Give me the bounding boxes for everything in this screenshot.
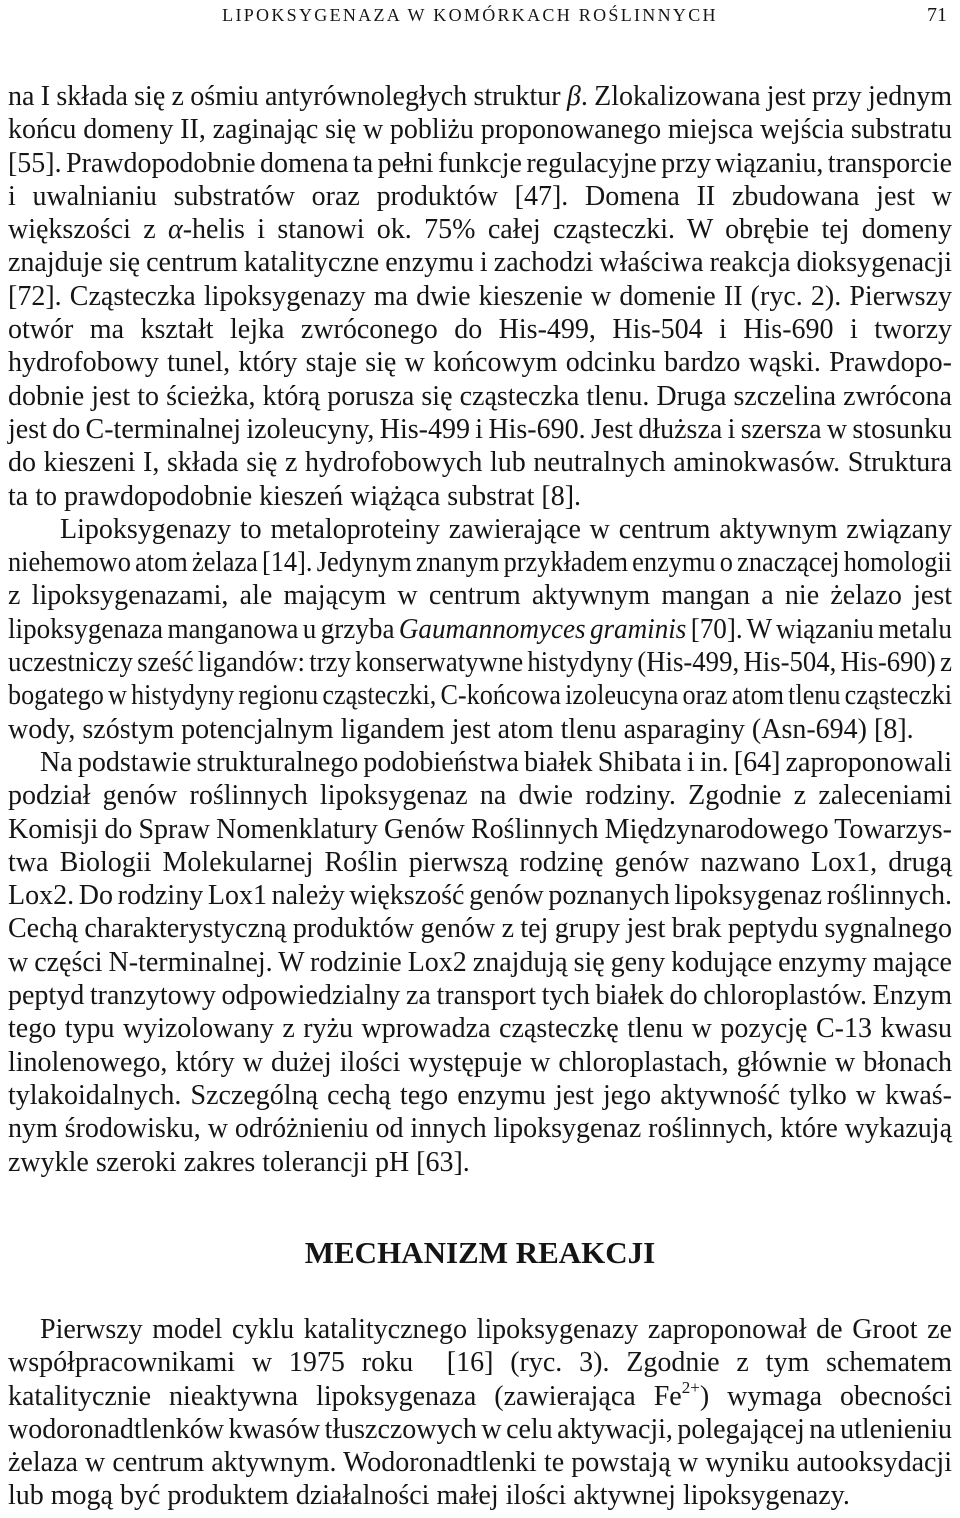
paragraph [8,746,952,1179]
text-line [40,1313,952,1346]
line-text: znajduje się centrum katalityczne enzymu i zachodzi właściwa reakcja dioksygenacji [8,247,952,279]
line-text: do kieszeni I, składa się z hydrofobowych lub neutralnych aminokwasów. Struktura [8,447,952,479]
text-line [8,1046,952,1079]
paragraph [8,80,952,513]
text-line [8,80,952,113]
line-text: nym środowisku, w odróżnieniu od innych lipoksygenaz roślinnych, które wykazują [8,1113,952,1145]
text-line [8,480,952,513]
text-run: ) wymaga obecności [699,1380,952,1412]
text-line [8,879,952,912]
line-text: Komisji do Spraw Nomenklatury Genów Roślinnych Międzynarodowego Towarzys- [8,813,952,845]
text-line [8,679,952,712]
text-line [8,213,952,246]
line-text: końcu domeny II, zaginając się w pobliżu proponowanego miejsca wejścia substratu [8,114,952,146]
line-text: bogatego w histydyny regionu cząsteczki, C-końcowa izoleucyna oraz atom tlenu cząsteczki [8,680,952,712]
text-line [8,1446,952,1479]
line-text: lub mogą być produktem działalności małej ilości aktywnej lipoksygenazy. [8,1480,850,1512]
text-run: . Zlokalizowana jest przy jednym [580,81,952,112]
line-text: twa Biologii Molekularnej Roślin pierwszą rodzinę genów nazwano Lox1, drugą [8,846,952,878]
line-text: tego typu wyizolowany z ryżu wprowadza cząsteczkę tlenu w pozycję C-13 kwasu [8,1013,952,1045]
text-line [8,280,952,313]
text-run: na I składa się z ośmiu antyrównoległych struktur [8,81,567,112]
text-line [8,246,952,279]
text-line [8,113,952,146]
line-text: otwór ma kształt lejka zwróconego do His-499, His-504 i His-690 i tworzy [8,314,952,346]
text-line [8,1377,952,1413]
species-name: Gaumannomyces graminis [398,613,687,645]
line-text: linolenowego, który w dużej ilości występuje w chloroplastach, głównie w błonach [8,1046,952,1078]
text-line [8,946,952,979]
line-text: uczestniczy sześć ligandów: trzy konserwatywne histydyny (His-499, His-504, His-690) z [8,647,952,679]
line-text: Lipoksygenazy to metaloproteiny zawierające w centrum aktywnym związany [60,513,952,545]
paragraph [8,1313,952,1513]
section-heading: MECHANIZM REAKCJI [304,1235,656,1270]
text-run: -helis i stanowi ok. 75% całej cząsteczki. W obrębie tej domeny [182,214,952,246]
text-run: [70]. W wiązaniu metalu [686,613,952,645]
text-line [8,1112,952,1145]
line-text [8,213,952,246]
line-text: ta to prawdopodobnie kieszeń wiążąca substrat [8]. [8,480,582,512]
text-line [8,912,952,945]
line-text: niehemowo atom żelaza [14]. Jedynym znanym przykładem enzymu o znaczącej homologii [8,547,952,579]
text-line [8,646,952,679]
line-text: Pierwszy model cyklu katalitycznego lipoksygenazy zaproponował de Groot ze [40,1314,952,1345]
line-text: współpracownikami w 1975 roku [16] (ryc. 3). Zgodnie z tym schematem [8,1347,952,1379]
text-line [8,1346,952,1379]
text-line [8,147,952,180]
text-run: większości z [8,214,168,246]
paragraph [8,513,952,746]
line-text: hydrofobowy tunel, który staje się w końcowym odcinku bardzo wąski. Prawdopo- [8,347,952,379]
text-line [8,413,952,446]
superscript-charge: 2+ [681,1377,700,1397]
text-line [8,1479,952,1512]
section-body-text [8,1313,952,1513]
text-line [40,746,952,779]
line-text: [55]. Prawdopodobnie domena ta pełni funkcje regulacyjne przy wiązaniu, transporcie [8,147,952,179]
text-line [8,1079,952,1112]
text-run: lipoksygenaza manganowa u grzyba [8,613,399,645]
line-text: wody, szóstym potencjalnym ligandem jest atom tlenu asparaginy (Asn-694) [8]. [8,713,914,745]
text-line [8,1413,952,1446]
line-text [8,80,952,113]
line-text: dobnie jest to ścieżka, którą porusza się cząsteczka tlenu. Druga szczelina zwrócona [8,380,952,412]
text-line [8,546,952,579]
text-line [8,180,952,213]
line-text: podział genów roślinnych lipoksygenaz na dwie rodziny. Zgodnie z zaleceniami [8,780,952,812]
text-line [8,579,952,612]
text-line [8,1146,952,1179]
line-text [8,1377,952,1413]
text-line [60,513,952,546]
line-text: peptyd tranzytowy odpowiedzialny za transport tych białek do chloroplastów. Enzym [8,980,952,1012]
beta-symbol: β [566,81,581,112]
page-number: 71 [927,4,947,26]
running-head-title: LIPOKSYGENAZA W KOMÓRKACH ROŚLINNYCH [222,5,718,25]
text-line [8,1012,952,1045]
text-line [8,846,952,879]
text-line [8,979,952,1012]
text-line [8,313,952,346]
line-text: [72]. Cząsteczka lipoksygenazy ma dwie kieszenie w domenie II (ryc. 2). Pierwszy [8,280,952,312]
text-line [8,813,952,846]
text-line [8,446,952,479]
text-line [8,380,952,413]
line-text: z lipoksygenazami, ale mającym w centrum aktywnym mangan a nie żelazo jest [8,580,952,612]
line-text: żelaza w centrum aktywnym. Wodoronadtlenki te powstają w wyniku autooksydacji [8,1447,952,1479]
text-line [8,713,952,746]
line-text: Cechą charakterystyczną produktów genów z tej grupy jest brak peptydu sygnalnego [8,913,952,945]
line-text: Lox2. Do rodziny Lox1 należy większość genów poznanych lipoksygenaz roślinnych. [8,880,952,912]
line-text: wodoronadtlenków kwasów tłuszczowych w celu aktywacji, polegającej na utlenieniu [8,1413,952,1445]
line-text: jest do C-terminalnej izoleucyny, His-499 i His-690. Jest dłuższa i szersza w stosunku [8,413,952,445]
text-run: katalitycznie nieaktywna lipoksygenaza (zawierająca Fe [8,1380,682,1412]
line-text [8,613,952,646]
line-text: Na podstawie strukturalnego podobieństwa białek Shibata i in. [64] zaproponowali [40,746,952,778]
alpha-symbol: α [167,214,183,246]
body-text [8,80,952,1179]
line-text: zwykle szeroki zakres tolerancji pH [63]. [8,1146,470,1178]
text-line [8,613,952,646]
text-line [8,346,952,379]
line-text: i uwalnianiu substratów oraz produktów [47]. Domena II zbudowana jest w [8,180,952,212]
line-text: w części N-terminalnej. W rodzinie Lox2 znajdują się geny kodujące enzymy mające [8,946,952,978]
text-line [8,779,952,812]
line-text: tylakoidalnych. Szczególną cechą tego enzymu jest jego aktywność tylko w kwaś- [8,1079,952,1111]
